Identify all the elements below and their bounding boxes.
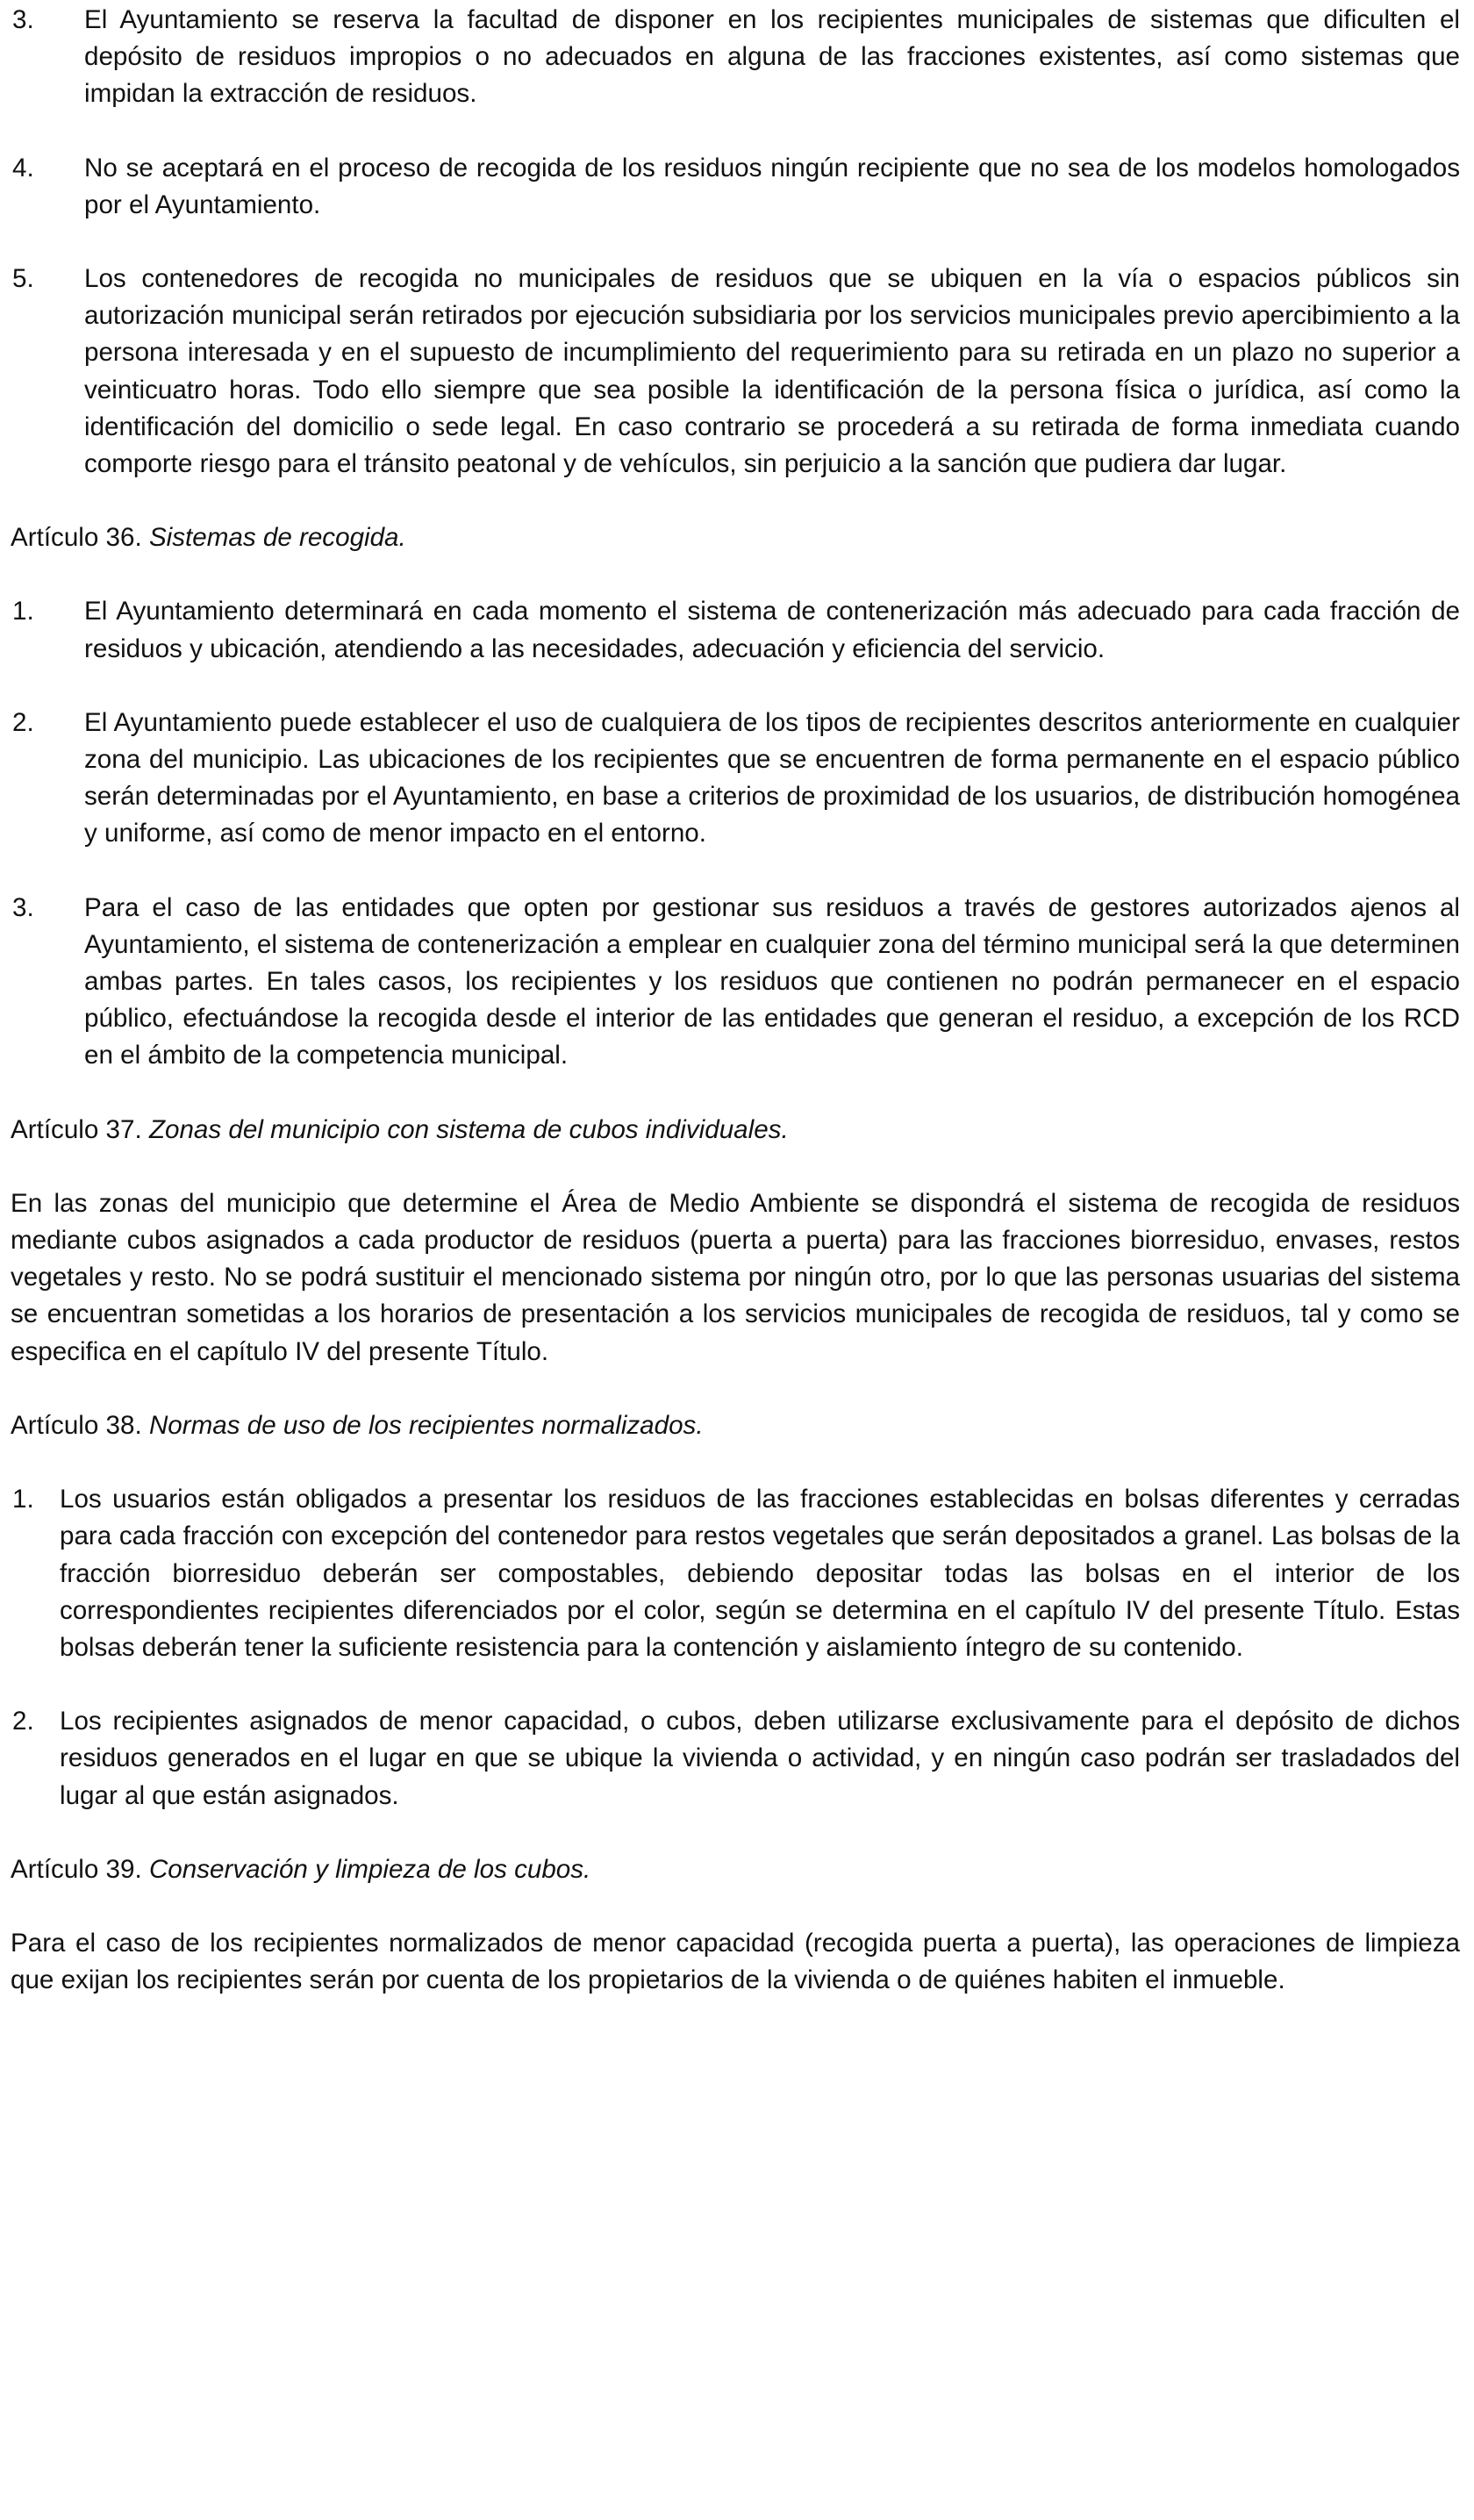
article-title: Zonas del municipio con sistema de cubos individuales.: [148, 1114, 789, 1144]
item-text: No se aceptará en el proceso de recogida de los residuos ningún recipiente que no sea de los modelos homologados por el Ayuntamiento.: [84, 153, 1460, 219]
article-37-paragraph: En las zonas del municipio que determine el Área de Medio Ambiente se dispondrá el sistema de recogida de residuos mediante cubos asignados a cada productor de residuos (puerta a puerta) para las fracciones biorresiduo, envases, restos vegetales y resto. No se podrá sustituir el mencionado sistema por ningún otro, por lo que las personas usuarias del sistema se encuentran sometidas a los horarios de presentación a los servicios municipales de recogida de residuos, tal y como se especifica en el capítulo IV del presente Título.: [11, 1188, 1460, 1366]
item-number: 3.: [12, 892, 34, 922]
list-item-2: [11, 705, 1460, 853]
article-title: Conservación y limpieza de los cubos.: [148, 1854, 591, 1884]
list-item-3: [11, 890, 1460, 1075]
list-item-1: [11, 593, 1460, 667]
list-item-3: [11, 2, 1460, 113]
item-number: 3.: [12, 5, 34, 34]
item-text: El Ayuntamiento puede establecer el uso de cualquiera de los tipos de recipientes descritos anteriormente en cualquier zona del municipio. Las ubicaciones de los recipientes que se encuentren de forma permanente en el espacio público serán determinadas por el Ayuntamiento, en base a criterios de proximidad de los usuarios, de distribución homogénea y uniforme, así como de menor impacto en el entorno.: [84, 707, 1460, 848]
list-item-2: [11, 1703, 1460, 1815]
article-36-list: [11, 593, 1460, 1074]
article-38-list: [11, 1481, 1460, 1815]
article-37-heading: [11, 1112, 1460, 1149]
item-text: Para el caso de las entidades que opten por gestionar sus residuos a través de gestores autorizados ajenos al Ayuntamiento, el sistema de contenerización a emplear en cualquier zona del término municipal será la que determinen ambas partes. En tales casos, los recipientes y los residuos que contienen no podrán permanecer en el espacio público, efectuándose la recogida desde el interior de las entidades que generan el residuo, a excepción de los RCD en el ámbito de la competencia municipal.: [84, 892, 1460, 1070]
item-number: 5.: [12, 264, 34, 294]
article-label: Artículo 39.: [11, 1854, 142, 1884]
list-item-4: [11, 150, 1460, 224]
article-36-heading: [11, 519, 1460, 556]
item-text: Los usuarios están obligados a presentar los residuos de las fracciones establecidas en bolsas diferentes y cerradas para cada fracción con excepción del contenedor para restos vegetales que serán depositados a granel. Las bolsas de la fracción biorresiduo deberán ser compostables, debiendo depositar todas las bolsas en el interior de los correspondientes recipientes diferenciados por el color, según se determina en el capítulo IV del presente Título. Estas bolsas deberán tener la suficiente resistencia para la contención y aislamiento íntegro de su contenido.: [60, 1485, 1460, 1662]
article-38-heading: [11, 1407, 1460, 1444]
article-title: Normas de uso de los recipientes normalizados.: [148, 1410, 704, 1440]
article-39-heading: [11, 1851, 1460, 1888]
item-number: 1.: [12, 1485, 34, 1514]
item-number: 2.: [12, 1707, 34, 1736]
article-label: Artículo 38.: [11, 1410, 142, 1440]
list-item-5: [11, 261, 1460, 483]
item-text: Los contenedores de recogida no municipales de residuos que se ubiquen en la vía o espacios públicos sin autorización municipal serán retirados por ejecución subsidiaria por los servicios municipales previo apercibimiento a la persona interesada y en el supuesto de incumplimiento del requerimiento para su retirada en un plazo no superior a veinticuatro horas. Todo ello siempre que sea posible la identificación de la persona física o jurídica, así como la identificación del domicilio o sede legal. En caso contrario se procederá a su retirada de forma inmediata cuando comporte riesgo para el tránsito peatonal y de vehículos, sin perjuicio a la sanción que pudiera dar lugar.: [84, 264, 1460, 479]
list-item-1: [11, 1481, 1460, 1666]
item-number: 1.: [12, 597, 34, 626]
item-number: 4.: [12, 153, 34, 183]
article-title: Sistemas de recogida.: [148, 523, 406, 553]
article-label: Artículo 36.: [11, 523, 142, 553]
item-text: El Ayuntamiento determinará en cada momento el sistema de contenerización más adecuado para cada fracción de residuos y ubicación, atendiendo a las necesidades, adecuación y eficiencia del servicio.: [84, 597, 1460, 663]
item-text: El Ayuntamiento se reserva la facultad de disponer en los recipientes municipales de sistemas que dificulten el depósito de residuos impropios o no adecuados en alguna de las fracciones existentes, así como sistemas que impidan la extracción de residuos.: [84, 5, 1460, 109]
article-label: Artículo 37.: [11, 1114, 142, 1144]
item-number: 2.: [12, 707, 34, 737]
article-39-paragraph: Para el caso de los recipientes normalizados de menor capacidad (recogida puerta a puerta), las operaciones de limpieza que exijan los recipientes serán por cuenta de los propietarios de la vivienda o de quiénes habiten el inmueble.: [11, 1928, 1460, 1995]
item-text: Los recipientes asignados de menor capacidad, o cubos, deben utilizarse exclusivamente para el depósito de dichos residuos generados en el lugar en que se ubique la vivienda o actividad, y en ningún caso podrán ser trasladados del lugar al que están asignados.: [60, 1707, 1460, 1810]
list-top: [11, 2, 1460, 483]
